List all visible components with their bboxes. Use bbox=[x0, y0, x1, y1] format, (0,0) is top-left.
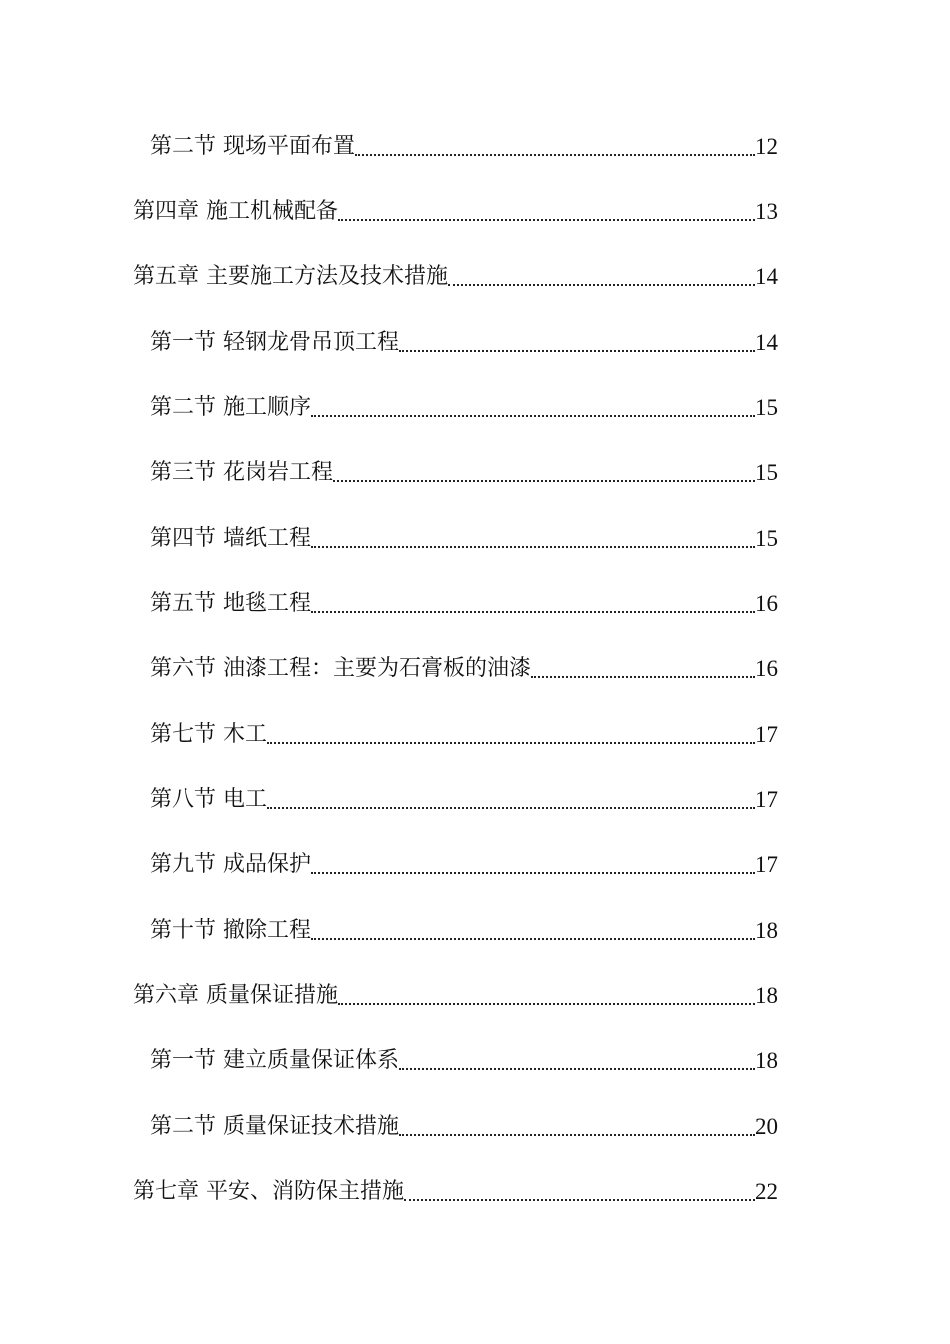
toc-page-number: 16 bbox=[755, 591, 778, 616]
toc-entry[interactable] bbox=[133, 250, 778, 290]
toc-entry[interactable] bbox=[133, 1165, 778, 1205]
toc-entry-label: 第八节 电工 bbox=[150, 787, 267, 812]
toc-entry[interactable] bbox=[133, 969, 778, 1009]
toc-page-number: 15 bbox=[755, 460, 778, 485]
toc-entry-label: 第十节 撤除工程 bbox=[150, 918, 311, 943]
toc-page-number: 17 bbox=[755, 787, 778, 812]
toc-entry-label: 第六章 质量保证措施 bbox=[133, 983, 338, 1008]
toc-entry[interactable] bbox=[150, 577, 778, 617]
toc-page-number: 18 bbox=[755, 1048, 778, 1073]
toc-dot-leader bbox=[399, 1122, 755, 1136]
toc-dot-leader bbox=[338, 207, 755, 221]
toc-page-number: 12 bbox=[755, 134, 778, 159]
toc-dot-leader bbox=[355, 142, 755, 156]
toc-entry[interactable] bbox=[150, 316, 778, 356]
toc-entry[interactable] bbox=[150, 838, 778, 878]
toc-entry-label: 第三节 花岗岩工程 bbox=[150, 460, 333, 485]
toc-entry[interactable] bbox=[150, 904, 778, 944]
toc-entry[interactable] bbox=[133, 185, 778, 225]
toc-dot-leader bbox=[267, 795, 755, 809]
toc-entry-label: 第四章 施工机械配备 bbox=[133, 199, 338, 224]
toc-page-number: 17 bbox=[755, 852, 778, 877]
toc-entry-label: 第一节 轻钢龙骨吊顶工程 bbox=[150, 330, 399, 355]
toc-entry-label: 第二节 质量保证技术措施 bbox=[150, 1114, 399, 1139]
toc-dot-leader bbox=[531, 664, 755, 678]
toc-dot-leader bbox=[311, 926, 755, 940]
toc-entry-label: 第七节 木工 bbox=[150, 722, 267, 747]
toc-page-number: 17 bbox=[755, 722, 778, 747]
toc-page-number: 18 bbox=[755, 918, 778, 943]
toc-entry[interactable] bbox=[150, 1100, 778, 1140]
toc-page-number: 20 bbox=[755, 1114, 778, 1139]
toc-entry-label: 第二节 现场平面布置 bbox=[150, 134, 355, 159]
toc-dot-leader bbox=[311, 599, 755, 613]
toc-entry[interactable] bbox=[150, 381, 778, 421]
toc-dot-leader bbox=[267, 730, 755, 744]
toc-dot-leader bbox=[399, 1056, 755, 1070]
toc-page-number: 15 bbox=[755, 526, 778, 551]
toc-entry[interactable] bbox=[150, 1034, 778, 1074]
toc-entry[interactable] bbox=[150, 446, 778, 486]
toc-entry-label: 第五章 主要施工方法及技术措施 bbox=[133, 264, 448, 289]
toc-entry-label: 第一节 建立质量保证体系 bbox=[150, 1048, 399, 1073]
toc-dot-leader bbox=[404, 1187, 755, 1201]
toc-page-number: 14 bbox=[755, 330, 778, 355]
toc-entry[interactable] bbox=[150, 708, 778, 748]
toc-entry-label: 第四节 墙纸工程 bbox=[150, 526, 311, 551]
toc-entry-label: 第二节 施工顺序 bbox=[150, 395, 311, 420]
toc-entry-label: 第七章 平安、消防保主措施 bbox=[133, 1179, 404, 1204]
toc-page-number: 16 bbox=[755, 656, 778, 681]
toc-entry-label: 第九节 成品保护 bbox=[150, 852, 311, 877]
toc-entry[interactable] bbox=[150, 120, 778, 160]
toc-entry-label: 第六节 油漆工程：主要为石膏板的油漆 bbox=[150, 656, 531, 681]
toc-page-number: 15 bbox=[755, 395, 778, 420]
toc-dot-leader bbox=[399, 338, 755, 352]
toc-dot-leader bbox=[311, 534, 755, 548]
toc-dot-leader bbox=[448, 272, 755, 286]
toc-dot-leader bbox=[333, 468, 755, 482]
toc-page-number: 14 bbox=[755, 264, 778, 289]
toc-entry[interactable] bbox=[150, 642, 778, 682]
toc-dot-leader bbox=[338, 991, 755, 1005]
toc-page-number: 22 bbox=[755, 1179, 778, 1204]
toc-entry[interactable] bbox=[150, 512, 778, 552]
toc-entry-label: 第五节 地毯工程 bbox=[150, 591, 311, 616]
toc-entry[interactable] bbox=[150, 773, 778, 813]
toc-page-number: 18 bbox=[755, 983, 778, 1008]
toc-dot-leader bbox=[311, 860, 755, 874]
toc-page-number: 13 bbox=[755, 199, 778, 224]
toc-dot-leader bbox=[311, 403, 755, 417]
